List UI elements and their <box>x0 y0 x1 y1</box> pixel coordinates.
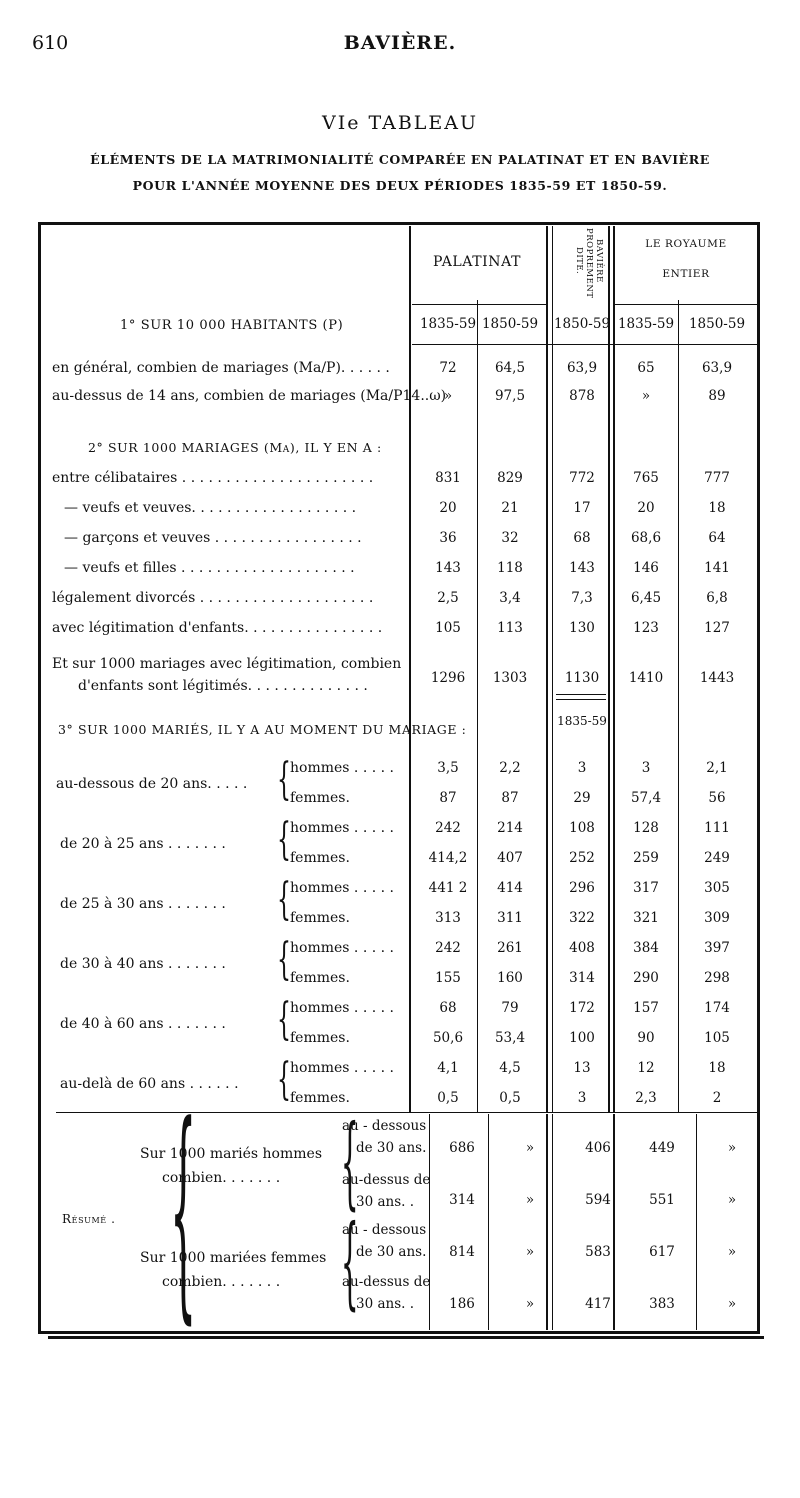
cell-value: 449 <box>649 1140 675 1156</box>
cell-value: » <box>641 388 651 404</box>
brace-icon: { <box>277 1054 291 1105</box>
cell-value: 1410 <box>628 670 664 686</box>
cell-value: 32 <box>501 530 519 546</box>
cell-value: 0,5 <box>437 1090 459 1106</box>
age-group-label: de 25 à 30 ans . . . . . . . <box>60 896 226 912</box>
age-group-label: de 20 à 25 ans . . . . . . . <box>60 836 226 852</box>
cell-value: 3 <box>577 1090 587 1106</box>
cell-value: 113 <box>497 620 523 636</box>
subperiod-label: 1835-59 <box>557 714 607 728</box>
age-group-label: au-dessous de 20 ans. . . . . <box>56 776 248 792</box>
cell-value: 441 2 <box>428 880 468 896</box>
cell-value: 397 <box>704 940 730 956</box>
cell-value: 68 <box>439 1000 457 1016</box>
row-rule <box>56 1112 760 1113</box>
row-label: légalement divorcés . . . . . . . . . . . . . . . . . . . . <box>52 590 374 606</box>
brace-icon: { <box>277 754 291 805</box>
resume-sub-label: 30 ans. . <box>356 1194 415 1210</box>
cell-value: 417 <box>585 1296 611 1312</box>
cell-value: 174 <box>704 1000 730 1016</box>
cell-value: 0,5 <box>499 1090 521 1106</box>
cell-value: 406 <box>585 1140 611 1156</box>
cell-value: 143 <box>435 560 461 576</box>
cell-value: 143 <box>569 560 595 576</box>
cell-value: 1296 <box>430 670 466 686</box>
age-group-label: de 30 à 40 ans . . . . . . . <box>60 956 226 972</box>
femmes-label: femmes. <box>290 910 350 926</box>
table-frame-shadow <box>48 1330 764 1339</box>
cell-value: 583 <box>585 1244 611 1260</box>
cell-value: 87 <box>439 790 457 806</box>
cell-value: 3,5 <box>437 760 459 776</box>
femmes-label: femmes. <box>290 1090 350 1106</box>
age-group-label: de 40 à 60 ans . . . . . . . <box>60 1016 226 1032</box>
cell-value: 414 <box>497 880 523 896</box>
cell-value: 3 <box>577 760 587 776</box>
cell-value: 12 <box>637 1060 655 1076</box>
cell-value: » <box>525 1296 535 1312</box>
cell-value: 64 <box>708 530 726 546</box>
cell-value: 1303 <box>492 670 528 686</box>
cell-value: 172 <box>569 1000 595 1016</box>
cell-value: 53,4 <box>494 1030 526 1046</box>
section2-title: 2° SUR 1000 MARIAGES (Ma), IL Y EN A : <box>88 440 382 455</box>
cell-value: 64,5 <box>494 360 526 376</box>
brace-icon: { <box>277 994 291 1045</box>
cell-value: 123 <box>633 620 659 636</box>
cell-value: 50,6 <box>432 1030 464 1046</box>
cell-value: 407 <box>497 850 523 866</box>
row-label: au-dessus de 14 ans, combien de mariages (Ma/P14..ω) <box>52 388 447 404</box>
femmes-label: femmes. <box>290 970 350 986</box>
cell-value: 21 <box>501 500 519 516</box>
resume-sub-label: 30 ans. . <box>356 1296 415 1312</box>
cell-value: 18 <box>708 1060 726 1076</box>
row-label: — veufs et filles . . . . . . . . . . . . . . . . . . . . <box>64 560 355 576</box>
hommes-label: hommes . . . . . <box>290 760 394 776</box>
row-label: entre célibataires . . . . . . . . . . . . . . . . . . . . . . <box>52 470 374 486</box>
brace-icon: { <box>277 874 291 925</box>
cell-value: » <box>525 1192 535 1208</box>
cell-value: 594 <box>585 1192 611 1208</box>
brace-icon: { <box>277 814 291 865</box>
cell-value: 1443 <box>699 670 735 686</box>
cell-value: » <box>443 388 453 404</box>
row-label: — veufs et veuves. . . . . . . . . . . . . . . . . . . <box>64 500 357 516</box>
cell-value: 57,4 <box>630 790 662 806</box>
resume-sub-label: au - dessous <box>342 1222 427 1238</box>
cell-value: 686 <box>449 1140 475 1156</box>
cell-value: 63,9 <box>566 360 598 376</box>
cell-value: 831 <box>435 470 461 486</box>
cell-value: 79 <box>501 1000 519 1016</box>
resume-femmes-2: combien. . . . . . . <box>162 1274 281 1290</box>
header-baviere: BAVIÈRE PROPREMENT DITE. <box>574 228 604 299</box>
cell-value: 551 <box>649 1192 675 1208</box>
cell-value: 87 <box>501 790 519 806</box>
column-rule <box>477 300 478 1112</box>
resume-label: Résumé . <box>62 1212 116 1226</box>
brace-icon: { <box>340 1203 359 1320</box>
legit-label-2: d'enfants sont légitimés. . . . . . . . . . . . . . <box>78 678 368 694</box>
cell-value: 157 <box>633 1000 659 1016</box>
cell-value: 383 <box>649 1296 675 1312</box>
cell-value: 298 <box>704 970 730 986</box>
header-royaume-2: ENTIER <box>662 268 710 280</box>
cell-value: 322 <box>569 910 595 926</box>
cell-value: 242 <box>435 820 461 836</box>
cell-value: 160 <box>497 970 523 986</box>
brace-icon: { <box>340 1103 359 1220</box>
hommes-label: hommes . . . . . <box>290 940 394 956</box>
hommes-label: hommes . . . . . <box>290 880 394 896</box>
resume-sub-label: au - dessous <box>342 1118 427 1134</box>
column-rule <box>409 226 411 1112</box>
resume-hommes-1: Sur 1000 mariés hommes <box>140 1146 323 1162</box>
cell-value: 765 <box>633 470 659 486</box>
cell-value: 68 <box>573 530 591 546</box>
cell-value: 56 <box>708 790 726 806</box>
cell-value: 186 <box>449 1296 475 1312</box>
legit-label-1: Et sur 1000 mariages avec légitimation, combien <box>52 656 402 672</box>
row-rule <box>556 699 606 700</box>
cell-value: 261 <box>497 940 523 956</box>
cell-value: 72 <box>439 360 457 376</box>
cell-value: 63,9 <box>701 360 733 376</box>
cell-value: 17 <box>573 500 591 516</box>
cell-value: 146 <box>633 560 659 576</box>
cell-value: 1130 <box>564 670 600 686</box>
cell-value: 2,3 <box>635 1090 657 1106</box>
cell-value: 2,1 <box>706 760 728 776</box>
resume-sub-label: au-dessus de <box>342 1274 431 1290</box>
cell-value: 68,6 <box>630 530 662 546</box>
cell-value: 214 <box>497 820 523 836</box>
section3-title: 3° SUR 1000 MARIÉS, IL Y A AU MOMENT DU MARIAGE : <box>58 722 467 737</box>
cell-value: 814 <box>449 1244 475 1260</box>
cell-value: 321 <box>633 910 659 926</box>
cell-value: 36 <box>439 530 457 546</box>
cell-value: 408 <box>569 940 595 956</box>
subtitle-line-2: POUR L'ANNÉE MOYENNE DES DEUX PÉRIODES 1835-59 ET 1850-59. <box>132 178 668 193</box>
cell-value: 105 <box>704 1030 730 1046</box>
header-palatinat: PALATINAT <box>432 254 522 270</box>
hommes-label: hommes . . . . . <box>290 1060 394 1076</box>
cell-value: 89 <box>708 388 726 404</box>
cell-value: 4,5 <box>499 1060 521 1076</box>
period-header: 1850-59 <box>553 316 611 332</box>
cell-value: 20 <box>439 500 457 516</box>
cell-value: 311 <box>497 910 523 926</box>
resume-sub-label: de 30 ans. <box>356 1244 427 1260</box>
cell-value: 29 <box>573 790 591 806</box>
cell-value: 772 <box>569 470 595 486</box>
cell-value: » <box>525 1140 535 1156</box>
resume-hommes-2: combien. . . . . . . <box>162 1170 281 1186</box>
cell-value: 313 <box>435 910 461 926</box>
cell-value: 305 <box>704 880 730 896</box>
cell-value: 414,2 <box>428 850 468 866</box>
column-rule <box>678 300 679 1112</box>
row-label: avec légitimation d'enfants. . . . . . . . . . . . . . . . <box>52 620 383 636</box>
cell-value: 111 <box>704 820 730 836</box>
cell-value: 384 <box>633 940 659 956</box>
cell-value: 6,45 <box>630 590 662 606</box>
age-group-label: au-delà de 60 ans . . . . . . <box>60 1076 239 1092</box>
cell-value: 90 <box>637 1030 655 1046</box>
cell-value: 259 <box>633 850 659 866</box>
femmes-label: femmes. <box>290 790 350 806</box>
cell-value: » <box>525 1244 535 1260</box>
period-header: 1850-59 <box>481 316 539 332</box>
header-royaume-1: LE ROYAUME <box>645 238 727 250</box>
cell-value: 3 <box>641 760 651 776</box>
running-head: BAVIÈRE. <box>343 32 457 54</box>
cell-value: 249 <box>704 850 730 866</box>
cell-value: 155 <box>435 970 461 986</box>
resume-femmes-1: Sur 1000 mariées femmes <box>140 1250 327 1266</box>
column-rule <box>696 1114 697 1330</box>
cell-value: » <box>727 1192 737 1208</box>
cell-value: 317 <box>633 880 659 896</box>
row-label: en général, combien de mariages (Ma/P). . . . . . <box>52 360 390 376</box>
cell-value: 242 <box>435 940 461 956</box>
cell-value: 13 <box>573 1060 591 1076</box>
cell-value: 878 <box>569 388 595 404</box>
cell-value: 118 <box>497 560 523 576</box>
cell-value: 130 <box>569 620 595 636</box>
cell-value: 3,4 <box>499 590 521 606</box>
cell-value: 7,3 <box>571 590 593 606</box>
row-label: — garçons et veuves . . . . . . . . . . . . . . . . . <box>64 530 362 546</box>
cell-value: 314 <box>569 970 595 986</box>
cell-value: 128 <box>633 820 659 836</box>
cell-value: 65 <box>637 360 655 376</box>
cell-value: 309 <box>704 910 730 926</box>
femmes-label: femmes. <box>290 850 350 866</box>
femmes-label: femmes. <box>290 1030 350 1046</box>
big-brace-icon: { <box>170 1077 197 1344</box>
cell-value: 252 <box>569 850 595 866</box>
cell-value: 829 <box>497 470 523 486</box>
row-rule <box>556 694 606 695</box>
hommes-label: hommes . . . . . <box>290 1000 394 1016</box>
table-title: VIe TABLEAU <box>321 112 479 134</box>
cell-value: 314 <box>449 1192 475 1208</box>
cell-value: 777 <box>704 470 730 486</box>
cell-value: 108 <box>569 820 595 836</box>
cell-value: 296 <box>569 880 595 896</box>
cell-value: 6,8 <box>706 590 728 606</box>
cell-value: 4,1 <box>437 1060 459 1076</box>
cell-value: 18 <box>708 500 726 516</box>
cell-value: 100 <box>569 1030 595 1046</box>
page-number: 610 <box>32 32 69 54</box>
cell-value: » <box>727 1244 737 1260</box>
section1-title: 1° SUR 10 000 HABITANTS (P) <box>120 318 344 333</box>
period-header: 1835-59 <box>419 316 477 332</box>
resume-sub-label: au-dessus de <box>342 1172 431 1188</box>
cell-value: 141 <box>704 560 730 576</box>
cell-value: 2,5 <box>437 590 459 606</box>
cell-value: 105 <box>435 620 461 636</box>
resume-sub-label: de 30 ans. <box>356 1140 427 1156</box>
cell-value: 290 <box>633 970 659 986</box>
hommes-label: hommes . . . . . <box>290 820 394 836</box>
row-rule <box>412 304 546 305</box>
cell-value: 2 <box>712 1090 722 1106</box>
subtitle-line-1: ÉLÉMENTS DE LA MATRIMONIALITÉ COMPARÉE EN PALATINAT ET EN BAVIÈRE <box>90 152 710 167</box>
cell-value: » <box>727 1296 737 1312</box>
cell-value: 617 <box>649 1244 675 1260</box>
row-rule <box>412 344 758 345</box>
cell-value: » <box>727 1140 737 1156</box>
period-header: 1850-59 <box>688 316 746 332</box>
period-header: 1835-59 <box>617 316 675 332</box>
cell-value: 127 <box>704 620 730 636</box>
brace-icon: { <box>277 934 291 985</box>
row-rule <box>614 304 758 305</box>
cell-value: 2,2 <box>499 760 521 776</box>
cell-value: 20 <box>637 500 655 516</box>
cell-value: 97,5 <box>494 388 526 404</box>
